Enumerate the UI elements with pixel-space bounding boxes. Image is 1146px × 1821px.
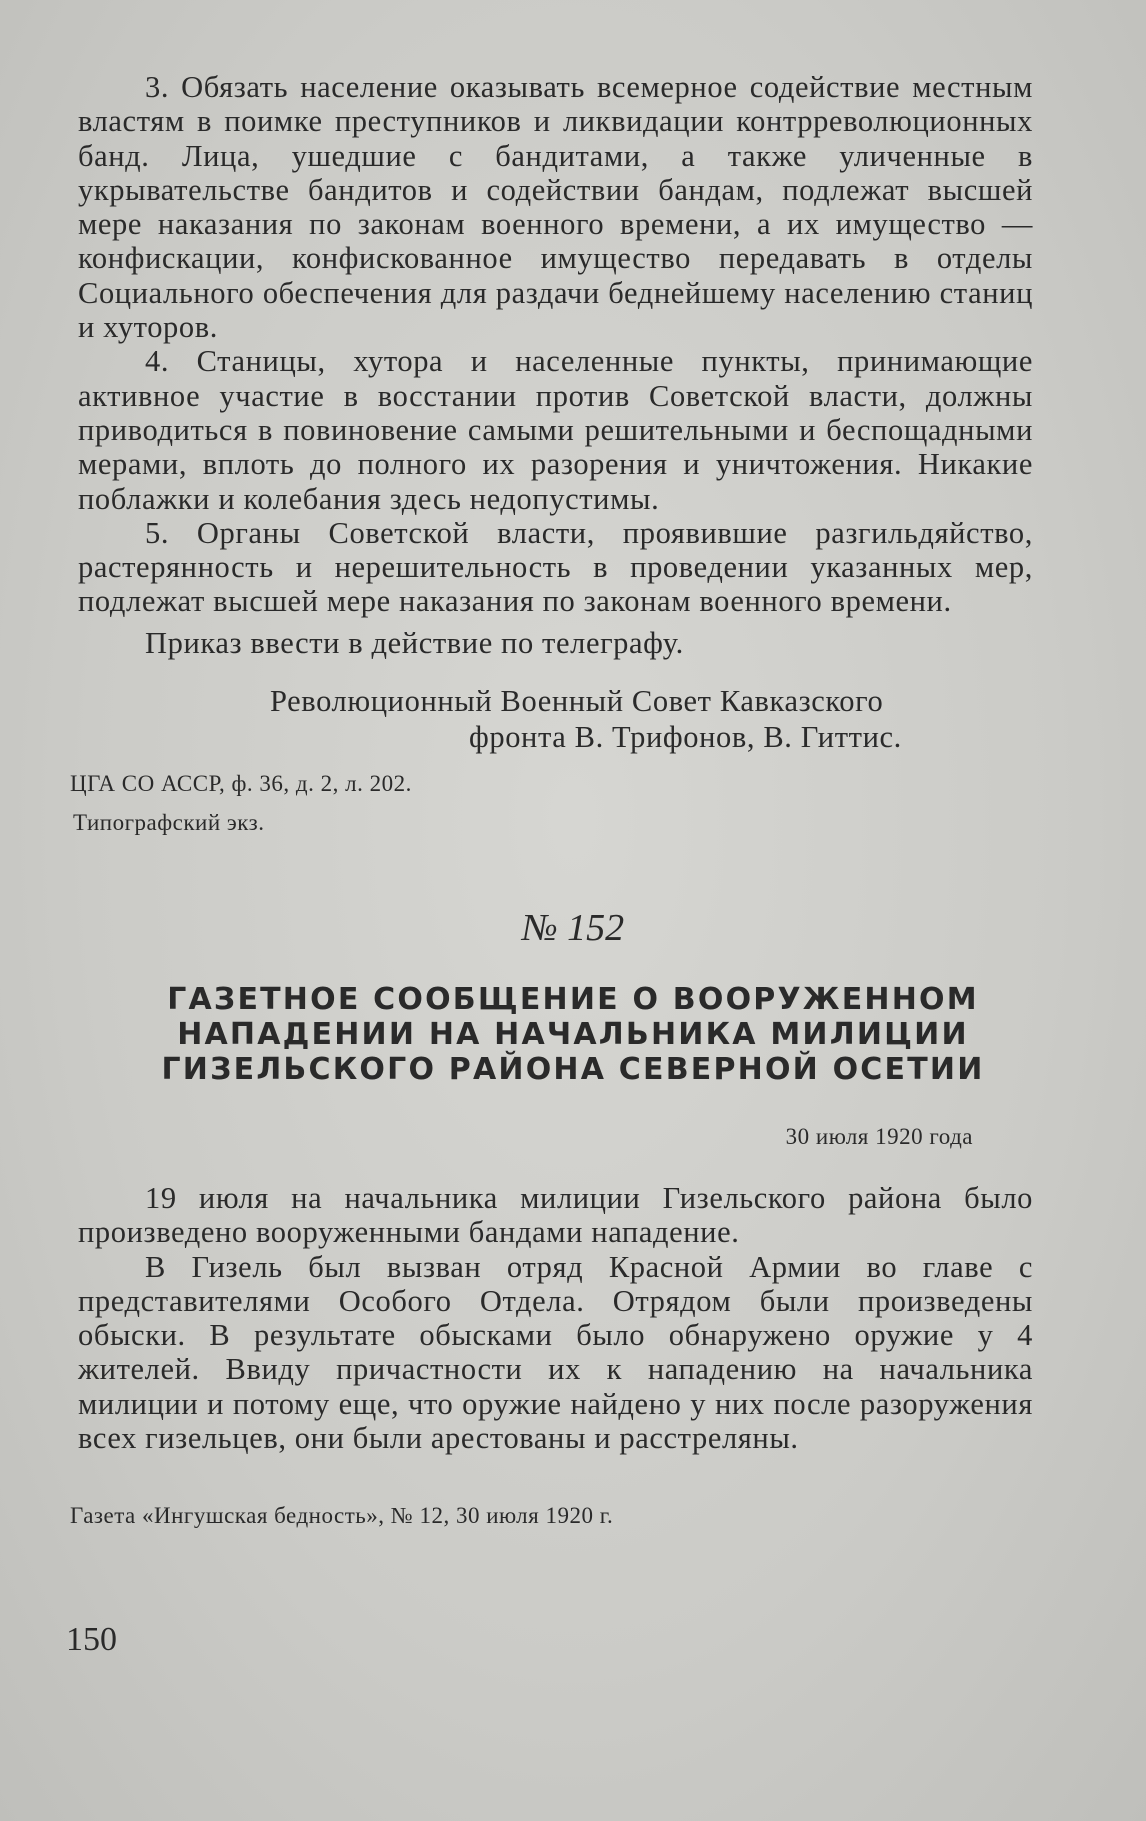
newspaper-report-body: [78, 1181, 1033, 1455]
signature-line-2: фронта В. Трифонов, В. Гиттис.: [469, 720, 902, 754]
document-number: № 152: [521, 907, 625, 949]
heading-line-2: НАПАДЕНИИ НА НАЧАЛЬНИКА МИЛИЦИИ: [177, 1017, 969, 1052]
source-citation: Газета «Ингушская бедность», № 12, 30 июля 1920 г.: [70, 1503, 614, 1528]
clause-3: 3. Обязать население оказывать всемерное содействие местным властям в поимке преступников и ликвидации контрреволюционных банд. Лица, ушедшие с бандитами, а также уличенные в укрывательстве бандитов и содействии бандам, подлежат высшей мере наказания по законам военного времени, а их имущество — конфискации, конфискованное имущество передавать в отделы Социального обеспечения для раздачи беднейшему населению станиц и хуторов.: [78, 70, 1033, 345]
heading-line-3: ГИЗЕЛЬСКОГО РАЙОНА СЕВЕРНОЙ ОСЕТИИ: [161, 1052, 985, 1087]
report-paragraph-1: 19 июля на начальника милиции Гизельского района было произведено вооруженными бандами нападение.: [78, 1181, 1033, 1250]
copy-type-note: Типографский экз.: [73, 810, 265, 835]
page-number: 150: [66, 1621, 117, 1658]
order-enactment-line: Приказ ввести в действие по телеграфу.: [145, 626, 684, 660]
clause-4: 4. Станицы, хутора и населенные пункты, принимающие активное участие в восстании против Советской власти, должны приводиться в повиновение самыми решительными и беспощадными мерами, вплоть до полного их разорения и уничтожения. Никакие поблажки и колебания здесь недопустимы.: [78, 344, 1033, 516]
heading-line-1: ГАЗЕТНОЕ СООБЩЕНИЕ О ВООРУЖЕННОМ: [167, 982, 979, 1017]
document-heading: [100, 982, 1046, 1087]
archive-reference: ЦГА СО АССР, ф. 36, д. 2, л. 202.: [70, 771, 412, 796]
signature-line-1: Революционный Военный Совет Кавказского: [270, 684, 884, 718]
document-date: 30 июля 1920 года: [785, 1124, 973, 1149]
clause-5: 5. Органы Советской власти, проявившие разгильдяйство, растерянность и нерешительность в проведении указанных мер, подлежат высшей мере наказания по законам военного времени.: [78, 515, 1033, 619]
order-clauses: [78, 70, 1033, 619]
report-paragraph-2: В Гизель был вызван отряд Красной Армии во главе с представителями Особого Отдела. Отрядом были произведены обыски. В результате обысками было обнаружено оружие у 4 жителей. Ввиду причастности их к нападению на начальника милиции и потому еще, что оружие найдено у них после разоружения всех гизельцев, они были арестованы и расстреляны.: [78, 1249, 1033, 1456]
